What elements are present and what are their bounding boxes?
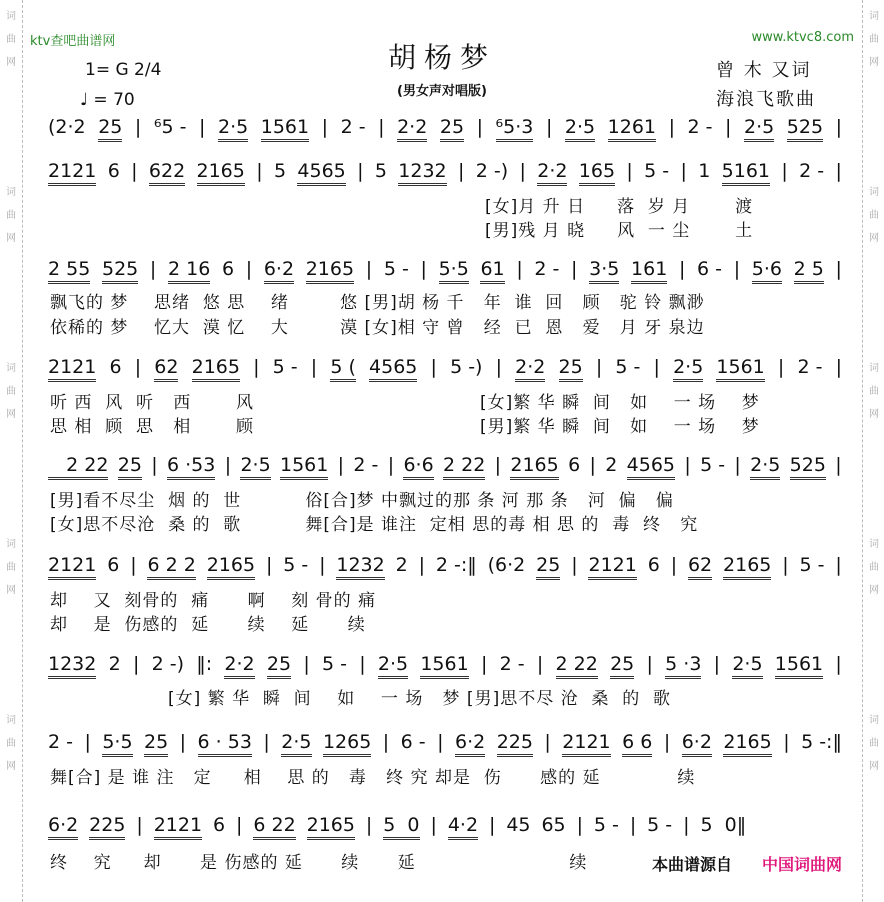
note-group: 2 - [499, 653, 525, 675]
note-group: 2121 [48, 160, 96, 186]
note-group: 6·2 [682, 731, 712, 757]
barline: | [571, 554, 578, 576]
barline: | [725, 116, 732, 138]
note-group: 4565 [297, 160, 345, 186]
note-group: 1561 [261, 116, 309, 142]
note-group: 2 - [687, 116, 713, 138]
barline: | [519, 160, 526, 182]
note-group: 5 - [593, 814, 619, 836]
note-group: 2·5 [378, 653, 408, 679]
note-group: 5 - [615, 356, 641, 378]
lyric-line: [男]残 月 晓 风 一 尘 土 [485, 221, 754, 241]
note-group: 6 · 53 [198, 731, 252, 757]
barline: | [476, 116, 483, 138]
note-group: 1561 [420, 653, 468, 679]
lyric-line: [男]看不尽尘 烟 的 世 俗[合]梦 中飘过的那 条 河 那 条 河 偏 偏 [50, 491, 674, 511]
note-group: ⁶5 - [153, 116, 187, 138]
barline: | [265, 554, 273, 576]
note-group: 5161 [722, 160, 770, 186]
watermark-text: 词 曲 网 [869, 11, 879, 68]
barline: | [835, 653, 842, 675]
barline: | [571, 258, 578, 280]
note-group: 2 - [48, 731, 73, 753]
credits [716, 56, 816, 114]
note-group: 4·2 [448, 814, 478, 840]
note-group: 2 - [534, 258, 560, 280]
note-group: 1232 [48, 653, 96, 679]
note-group: 225 [89, 814, 125, 840]
barline: | [680, 160, 687, 182]
note-group: 2165 [192, 356, 240, 382]
barline: | [245, 258, 253, 280]
note-group: 2 -) [151, 653, 185, 675]
note-group: 1561 [775, 653, 823, 679]
note-group: 5 [374, 160, 387, 182]
barline: | [835, 454, 842, 476]
note-group: 2121 [48, 554, 96, 580]
note-group: 2121 [588, 554, 636, 580]
barline: | [835, 160, 842, 182]
lyric-line: [女] 繁 华 瞬 间 如 一 场 梦 [男]思不尽 沧 桑 的 歌 [168, 689, 672, 709]
lyric-line: [女]思不尽沧 桑 的 歌 舞[合]是 谁注 定相 思的毒 相 思 的 毒 终 究 [50, 515, 699, 535]
note-group: 6 2 2 [147, 554, 195, 580]
note-group: 6 ·53 [167, 454, 215, 480]
lyric-line: 却 是 伤感的 延 续 延 续 [50, 615, 366, 635]
barline: | [310, 356, 318, 378]
barline: | [387, 454, 395, 476]
note-group: 2 - [799, 160, 825, 182]
notation-line [48, 160, 842, 186]
barline: | [646, 653, 653, 675]
barline: | [663, 731, 671, 753]
notation-line [48, 814, 842, 840]
barline: | [420, 258, 427, 280]
note-group: 2·5 [744, 116, 774, 142]
watermark-text: 词 曲 网 [869, 539, 879, 596]
note-group: 25 [144, 731, 168, 757]
note-group: 5 - [272, 356, 298, 378]
composer: 海浪飞歌曲 [716, 89, 816, 110]
barline: | [151, 454, 158, 476]
watermark-text: 词 曲 网 [6, 187, 16, 244]
barline: | [224, 454, 232, 476]
note-group: 2 - [353, 454, 379, 476]
note-group: 165 [579, 160, 615, 186]
barline: | [303, 653, 310, 675]
lyric-line: 思 相 顾 思 相 顾 [50, 417, 255, 437]
note-group: 62 [688, 554, 712, 580]
lyric-line: 听 西 风 听 西 风 [50, 393, 255, 413]
barline: | [319, 554, 326, 576]
note-group: 25 [610, 653, 634, 679]
lyric-line: [女]月 升 日 落 岁 月 渡 [485, 197, 754, 217]
barline: | [684, 454, 691, 476]
note-group: 2·5 [218, 116, 248, 142]
barline: | [545, 116, 553, 138]
lyric-line: [女]繁 华 瞬 间 如 一 场 梦 [480, 393, 760, 413]
barline: | [576, 814, 583, 836]
notation-line [48, 116, 842, 142]
note-group: 2121 [562, 731, 610, 757]
note-group: 5 - [321, 653, 347, 675]
lyricist: 曾 木 又词 [716, 60, 812, 81]
barline: | [733, 258, 741, 280]
barline: | [149, 258, 157, 280]
note-group: 5·5 [439, 258, 469, 284]
note-group: 2 -) [475, 160, 509, 182]
note-group: (2·2 [48, 116, 86, 138]
note-group: 1232 [336, 554, 384, 580]
tempo-marking: ♩ = 70 [80, 90, 135, 110]
note-group: 2121 [48, 356, 96, 382]
right-margin-line [862, 0, 863, 902]
notation-line [48, 356, 842, 382]
note-group: 6 [107, 554, 120, 576]
note-group: 4565 [627, 454, 675, 480]
song-subtitle: (男女声对唱版) [397, 84, 487, 99]
note-group: 525 [102, 258, 138, 284]
barline: | [357, 160, 364, 182]
note-group: 4565 [369, 356, 417, 382]
barline: | [263, 731, 270, 753]
barline: | [653, 356, 660, 378]
note-group: 2165 [307, 814, 355, 840]
note-group: 25 [118, 454, 142, 480]
note-group: 5 - [383, 258, 409, 280]
note-group: 2 [395, 554, 408, 576]
barline: | [734, 454, 741, 476]
barline: | [365, 258, 373, 280]
note-group: 2·2 [537, 160, 567, 186]
barline: | [256, 160, 263, 182]
barline: | [480, 653, 488, 675]
note-group: 61 [480, 258, 504, 284]
barline: | [668, 116, 675, 138]
barline: | [236, 814, 243, 836]
note-group: 5 [273, 160, 287, 182]
barline: | [130, 554, 137, 576]
note-group: 6 [107, 160, 120, 182]
barline: | [418, 554, 425, 576]
barline: | [626, 160, 633, 182]
lyric-line: 却 又 刻骨的 痛 啊 刻 骨的 痛 [50, 591, 377, 611]
note-group: 2·5 [673, 356, 703, 382]
note-group: 6 [647, 554, 660, 576]
lyric-line: 依稀的 梦 忆大 漠 忆 大 漠 [女]相 守 曾 经 已 恩 爱 月 牙 泉边 [50, 318, 705, 338]
note-group: 5·6 [752, 258, 782, 284]
note-group: 25 [98, 116, 122, 142]
note-group: 5 - [644, 160, 670, 182]
barline: | [132, 653, 140, 675]
note-group: 161 [631, 258, 667, 284]
lyric-line: 终 究 却 是 伤感的 延 续 延 续 [50, 853, 588, 873]
lyric-line: [男]繁 华 瞬 间 如 一 场 梦 [480, 417, 760, 437]
note-group: 2121 [154, 814, 202, 840]
barline: | [670, 554, 678, 576]
note-group: 5·5 [102, 731, 132, 757]
watermark-text: 词 曲 网 [6, 715, 16, 772]
note-group: 5 - [647, 814, 673, 836]
source-label: 本曲谱源自 [652, 855, 733, 874]
note-group: 2 [605, 454, 618, 476]
note-group: 3·5 [589, 258, 619, 284]
note-group: 525 [790, 454, 826, 480]
note-group: 6 22 [253, 814, 295, 840]
note-group: 1265 [323, 731, 371, 757]
notation-line [48, 454, 842, 480]
barline: | [835, 258, 842, 280]
note-group: 2165 [723, 554, 771, 580]
note-group: 2 [108, 653, 121, 675]
barline: | [536, 653, 544, 675]
barline: | [835, 356, 842, 378]
note-group: 25 [536, 554, 560, 580]
note-group: 6·2 [455, 731, 485, 757]
site-name-left: ktv查吧曲谱网 [30, 34, 116, 49]
note-group: 2 55 [48, 258, 90, 284]
note-group: 1232 [398, 160, 446, 186]
lyric-line: 飘飞的 梦 思绪 悠 思 绪 悠 [男]胡 杨 千 年 谁 回 顾 驼 铃 飘渺 [50, 293, 705, 313]
note-group: 6 6 [622, 731, 652, 757]
notation-line [48, 653, 842, 679]
barline: | [595, 356, 603, 378]
barline: | [437, 731, 444, 753]
left-margin-line [22, 0, 23, 902]
note-group [757, 814, 842, 840]
note-group: 1561 [280, 454, 328, 480]
barline: | [516, 258, 523, 280]
barline: | [253, 356, 260, 378]
note-group: 6·6 [403, 454, 433, 480]
note-group: 2 16 [168, 258, 210, 284]
note-group: 62 [154, 356, 178, 382]
barline: | [321, 116, 329, 138]
note-group: 2·5 [732, 653, 762, 679]
barline: | [713, 653, 721, 675]
watermark-text: 词 曲 网 [6, 363, 16, 420]
note-group: 2165 [306, 258, 354, 284]
note-group: 2165 [197, 160, 245, 186]
barline: | [131, 160, 138, 182]
note-group: 5 - [283, 554, 309, 576]
note-group: 5 -) [450, 356, 483, 378]
note-group: 2 -:‖ [435, 554, 477, 576]
barline: | [365, 814, 373, 836]
barline: | [495, 356, 503, 378]
barline: | [199, 116, 206, 138]
note-group: 5 -:‖ [801, 731, 842, 753]
note-group: 5 ·3 [665, 653, 701, 679]
note-group: 6·2 [264, 258, 294, 284]
barline: | [835, 116, 842, 138]
note-group: 2·5 [240, 454, 270, 480]
barline: | [382, 731, 390, 753]
barline: | [430, 814, 437, 836]
watermark-text: 词 曲 网 [869, 363, 879, 420]
note-group: ⁶5·3 [496, 116, 534, 142]
note-group: 5 0‖ [700, 814, 747, 836]
notation-line [48, 554, 842, 580]
barline: | [134, 116, 142, 138]
barline: | [629, 814, 637, 836]
watermark-text: 词 曲 网 [869, 715, 879, 772]
note-group: 1561 [716, 356, 764, 382]
watermark-text: 词 曲 网 [6, 539, 16, 596]
note-group: 2165 [723, 731, 771, 757]
note-group: 2·5 [750, 454, 780, 480]
note-group: 525 [787, 116, 823, 142]
note-group: 5 - [799, 554, 825, 576]
note-group: 2·2 [397, 116, 427, 142]
note-group: 1 [698, 160, 711, 182]
barline: | [544, 731, 551, 753]
barline: | [136, 814, 143, 836]
note-group: 225 [497, 731, 533, 757]
watermark-text: 词 曲 网 [869, 187, 879, 244]
lyric-line: 舞[合] 是 谁 注 定 相 思 的 毒 终 究 却是 伤 感的 延 续 [50, 768, 696, 788]
barline: | [683, 814, 690, 836]
note-group: 2·5 [281, 731, 311, 757]
barline: | [84, 731, 91, 753]
source-site: 中国词曲网 [762, 855, 843, 874]
note-group: 2165 [510, 454, 558, 480]
barline: | [134, 356, 142, 378]
note-group: 5 ( [330, 356, 356, 382]
note-group: 2165 [207, 554, 255, 580]
note-group: 6 [213, 814, 226, 836]
note-group: 6 - [697, 258, 723, 280]
note-group: 1261 [608, 116, 656, 142]
note-group: 2 - [797, 356, 823, 378]
note-group: 622 [149, 160, 185, 186]
note-group: 5 0 [383, 814, 419, 840]
notation-line [48, 258, 842, 284]
key-signature: 1= G 2/4 [85, 60, 162, 80]
barline: | [678, 258, 686, 280]
note-group: 6 [568, 454, 581, 476]
barline: | [783, 731, 790, 753]
note-group: 6·2 [48, 814, 78, 840]
note-group: 6 - [400, 731, 426, 753]
watermark-text: 词 曲 网 [6, 11, 16, 68]
note-group: 2 5 [794, 258, 824, 284]
note-group: 25 [559, 356, 583, 382]
barline: | [378, 116, 385, 138]
note-group: (6·2 [487, 554, 526, 576]
note-group: 6 [221, 258, 235, 280]
note-group: 65 [541, 814, 566, 836]
note-group: 45 [506, 814, 531, 836]
barline: | [457, 160, 465, 182]
barline: | [781, 160, 788, 182]
barline: | [359, 653, 366, 675]
note-group: 2 22 [48, 454, 108, 480]
barline: | [782, 554, 789, 576]
note-group: ‖: [196, 653, 213, 675]
barline: | [430, 356, 437, 378]
barline: | [589, 454, 596, 476]
note-group: 25 [267, 653, 291, 679]
note-group: 2 22 [443, 454, 485, 480]
barline: | [337, 454, 345, 476]
note-group: 2 - [340, 116, 366, 138]
note-group: 5 - [700, 454, 726, 476]
note-group: 2·5 [565, 116, 595, 142]
site-url-right: www.ktvc8.com [751, 30, 854, 45]
note-group: 25 [440, 116, 464, 142]
note-group: 2·2 [515, 356, 545, 382]
barline: | [488, 814, 496, 836]
note-group: 2 22 [556, 653, 598, 679]
barline: | [179, 731, 187, 753]
notation-line [48, 731, 842, 757]
barline: | [777, 356, 785, 378]
song-title: 胡杨梦 [387, 41, 496, 74]
note-group: 6 [109, 356, 122, 378]
barline: | [494, 454, 502, 476]
barline: | [835, 554, 842, 576]
note-group: 2·2 [224, 653, 254, 679]
